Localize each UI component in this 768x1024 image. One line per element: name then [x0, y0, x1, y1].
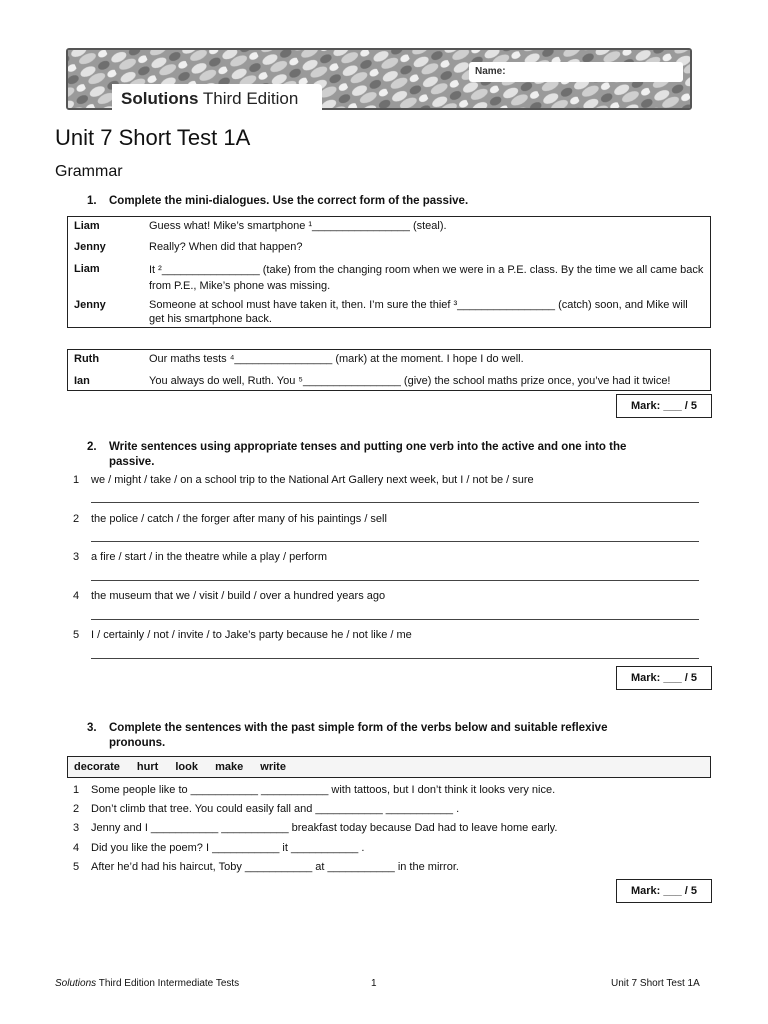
answer-line[interactable] — [91, 619, 699, 620]
section-heading: Grammar — [55, 163, 123, 180]
dialogue-line: It ²________________ (take) from the changing room when we were in a P.E. class. By the time we all came back from P.E., Mike’s phone was missing. — [149, 264, 704, 292]
footer-left-text: Third Edition Intermediate Tests — [96, 978, 240, 989]
q2-heading — [87, 440, 687, 472]
item-text: Did you like the poem? I ___________ it ___________ . — [91, 842, 365, 854]
dialogue-line: Someone at school must have taken it, then. I’m sure the thief ³________________ (catch) soon, and Mike will get his smartphone back. — [149, 299, 688, 325]
answer-line[interactable] — [91, 502, 699, 503]
speaker: Ruth — [74, 353, 100, 365]
name-label: Name: — [475, 66, 506, 77]
dialogue-line: Guess what! Mike’s smartphone ¹________________ (steal). — [149, 220, 447, 232]
q1-number: 1. — [87, 195, 97, 207]
item-number: 1 — [73, 474, 80, 486]
q2-mark-box: Mark: ___ / 5 — [616, 666, 712, 690]
word-box — [67, 756, 711, 778]
dialogue-box-1 — [67, 216, 711, 328]
q1-heading — [87, 194, 687, 210]
item-number: 2 — [73, 513, 80, 525]
item-text: Jenny and I ___________ ___________ breakfast today because Dad had to leave home early. — [91, 822, 558, 834]
dialogue-line: Our maths tests ⁴________________ (mark) at the moment. I hope I do well. — [149, 353, 524, 365]
word: make — [215, 761, 244, 773]
item-number: 1 — [73, 784, 80, 796]
speaker: Liam — [74, 263, 100, 275]
footer-right: Unit 7 Short Test 1A — [611, 978, 700, 989]
brand-logo — [121, 89, 298, 109]
item-text: I / certainly / not / invite / to Jake’s party because he / not like / me — [91, 629, 412, 641]
word: write — [260, 761, 286, 773]
q3-heading — [87, 721, 687, 753]
page-title: Unit 7 Short Test 1A — [55, 125, 251, 150]
q2-instruction: Write sentences using appropriate tenses and putting one verb into the active and one into the passive. — [109, 441, 627, 468]
speaker: Jenny — [74, 299, 106, 311]
item-text: After he’d had his haircut, Toby ___________ at ___________ in the mirror. — [91, 861, 459, 873]
q3-mark-box: Mark: ___ / 5 — [616, 879, 712, 903]
footer-left — [55, 978, 239, 989]
dialogue-line: Really? When did that happen? — [149, 241, 303, 253]
item-number: 5 — [73, 629, 80, 641]
item-text: a fire / start / in the theatre while a play / perform — [91, 551, 327, 563]
q3-instruction: Complete the sentences with the past simple form of the verbs below and suitable reflexive pronouns. — [109, 722, 608, 749]
answer-line[interactable] — [91, 541, 699, 542]
q1-mark-box: Mark: ___ / 5 — [616, 394, 712, 418]
item-number: 5 — [73, 861, 80, 873]
speaker: Jenny — [74, 241, 106, 253]
dialogue-box-2 — [67, 349, 711, 391]
speaker: Liam — [74, 220, 100, 232]
word: hurt — [136, 761, 159, 773]
word: decorate — [74, 761, 120, 773]
footer-brand: Solutions — [55, 978, 97, 989]
item-number: 4 — [73, 842, 80, 854]
brand-bold: Solutions — [121, 89, 199, 108]
item-number: 2 — [73, 803, 80, 815]
item-number: 3 — [73, 822, 80, 834]
speaker: Ian — [74, 375, 90, 387]
item-text: we / might / take / on a school trip to the National Art Gallery next week, but I / not be / sure — [91, 474, 534, 486]
item-text: Don’t climb that tree. You could easily fall and ___________ ___________ . — [91, 803, 460, 815]
page-number: 1 — [371, 978, 377, 989]
item-text: the police / catch / the forger after many of his paintings / sell — [91, 513, 387, 525]
item-number: 4 — [73, 590, 80, 602]
q1-instruction: Complete the mini-dialogues. Use the correct form of the passive. — [109, 195, 469, 207]
item-text: Some people like to ___________ ___________ with tattoos, but I don’t think it looks very nice. — [91, 784, 556, 796]
q2-number: 2. — [87, 441, 97, 453]
word: look — [175, 761, 198, 773]
item-text: the museum that we / visit / build / over a hundred years ago — [91, 590, 386, 602]
item-number: 3 — [73, 551, 80, 563]
dialogue-line: You always do well, Ruth. You ⁵________________ (give) the school maths prize once, you’ve had it twice! — [149, 375, 671, 387]
answer-line[interactable] — [91, 658, 699, 659]
answer-line[interactable] — [91, 580, 699, 581]
q3-number: 3. — [87, 722, 97, 734]
brand-rest: Third Edition — [202, 89, 299, 108]
